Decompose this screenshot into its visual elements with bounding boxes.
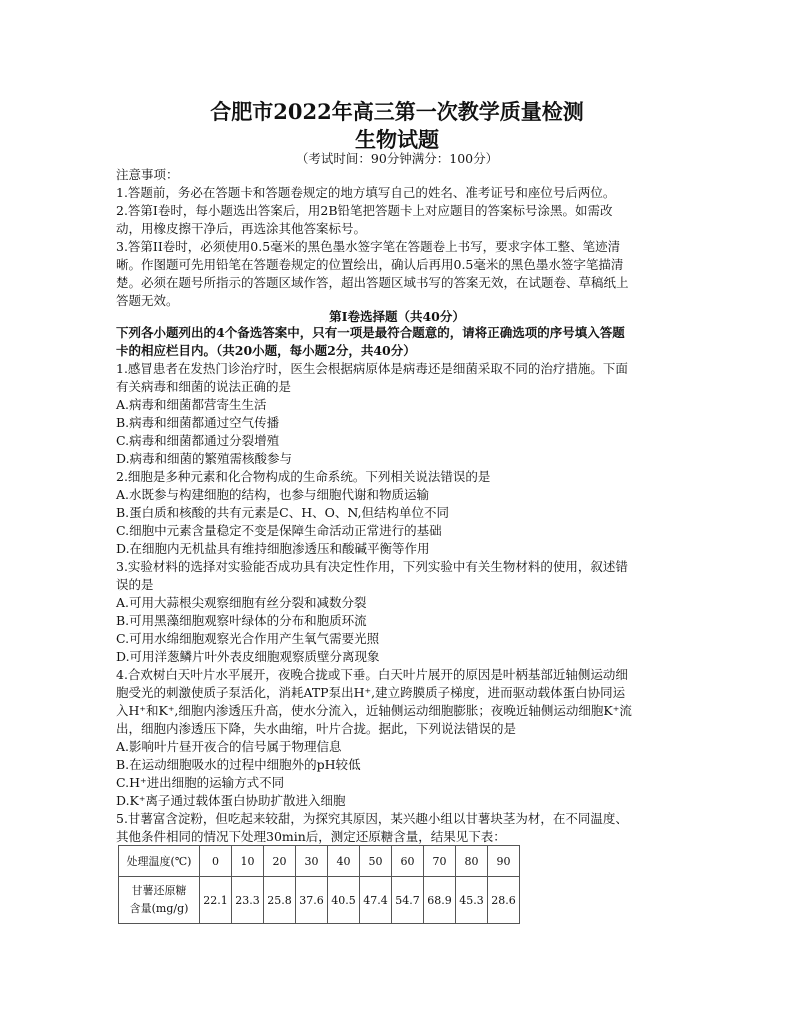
table-cell: 68.9 xyxy=(424,877,456,924)
question-line: 5.甘薯富含淀粉，但吃起来较甜，为探究其原因，某兴趣小组以甘薯块茎为材，在不同温度、 xyxy=(116,811,628,826)
option-line: C.H⁺进出细胞的运输方式不同 xyxy=(116,775,285,790)
option-line: B.可用黑藻细胞观察叶绿体的分布和胞质环流 xyxy=(116,613,367,628)
data-table xyxy=(118,845,520,924)
notice-line: 晰。作图题可先用铅笔在答题卷规定的位置绘出，确认后再用0.5毫米的黑色墨水签字笔描清 xyxy=(116,257,624,272)
table-cell: 40.5 xyxy=(328,877,360,924)
notice-line: 动，用橡皮擦干净后，再选涂其他答案标号。 xyxy=(116,221,367,236)
option-line: B.蛋白质和核酸的共有元素是C、H、O、N,但结构单位不同 xyxy=(116,505,449,520)
table-cell: 20 xyxy=(264,846,296,877)
option-line: D.可用洋葱鳞片叶外表皮细胞观察质壁分离现象 xyxy=(116,649,380,664)
table-cell: 50 xyxy=(360,846,392,877)
question-line: 1.感冒患者在发热门诊治疗时，医生会根据病原体是病毒还是细菌采取不同的治疗措施。下面 xyxy=(116,361,628,376)
option-line: C.细胞中元素含量稳定不变是保障生命活动正常进行的基础 xyxy=(116,523,442,538)
table-cell: 22.1 xyxy=(200,877,232,924)
table-cell: 25.8 xyxy=(264,877,296,924)
exam-info: （考试时间：90分钟满分：100分） xyxy=(295,151,499,166)
table-cell: 90 xyxy=(488,846,520,877)
notice-line: 1.答题前，务必在答题卡和答题卷规定的地方填写自己的姓名、准考证号和座位号后两位。 xyxy=(116,185,616,200)
notice-line: 答题无效。 xyxy=(116,293,179,308)
table-cell: 54.7 xyxy=(392,877,424,924)
table-cell: 23.3 xyxy=(232,877,264,924)
table-header-cell: 处理温度(℃) xyxy=(119,846,200,877)
question-line: 出，细胞内渗透压下降，失水曲缩，叶片合拢。据此，下列说法错误的是 xyxy=(116,721,517,736)
option-line: C.病毒和细菌都通过分裂增殖 xyxy=(116,433,280,448)
table-row xyxy=(119,877,520,924)
question-line: 有关病毒和细菌的说法正确的是 xyxy=(116,379,292,394)
table-header-cell xyxy=(119,877,200,924)
table-cell: 0 xyxy=(200,846,232,877)
question-line: 入H⁺和K⁺,细胞内渗透压升高，使水分流入，近轴侧运动细胞膨胀；夜晚近轴侧运动细胞K⁺流 xyxy=(116,703,632,718)
question-line: 4.合欢树白天叶片水平展开，夜晚合拢或下垂。白天叶片展开的原因是叶柄基部近轴侧运动细 xyxy=(116,667,628,682)
option-line: D.在细胞内无机盐具有维持细胞渗透压和酸碱平衡等作用 xyxy=(116,541,430,556)
table-cell: 80 xyxy=(456,846,488,877)
table-header-line: 含量(mg/g) xyxy=(129,902,189,915)
table-header-line: 甘薯还原糖 xyxy=(131,884,187,897)
option-line: A.水既参与构建细胞的结构，也参与细胞代谢和物质运输 xyxy=(116,487,430,502)
option-line: C.可用水绵细胞观察光合作用产生氧气需要光照 xyxy=(116,631,380,646)
table-cell: 70 xyxy=(424,846,456,877)
option-line: A.影响叶片昼开夜合的信号属于物理信息 xyxy=(116,739,342,754)
section-heading: 第Ⅰ卷选择题（共40分） xyxy=(329,309,465,324)
question-line: 其他条件相同的情况下处理30min后，测定还原糖含量，结果见下表： xyxy=(116,829,506,844)
table-cell: 40 xyxy=(328,846,360,877)
table-cell: 37.6 xyxy=(296,877,328,924)
section-instruction: 卡的相应栏目内。（共20小题，每小题2分，共40分） xyxy=(116,343,416,358)
option-line: A.可用大蒜根尖观察细胞有丝分裂和减数分裂 xyxy=(116,595,367,610)
table-cell: 10 xyxy=(232,846,264,877)
option-line: D.病毒和细菌的繁殖需核酸参与 xyxy=(116,451,293,466)
section-instruction: 下列各小题列出的4个备选答案中，只有一项是最符合题意的，请将正确选项的序号填入答题 xyxy=(116,325,625,340)
question-line: 误的是 xyxy=(116,577,154,592)
table-row xyxy=(119,846,520,877)
exam-subtitle: 生物试题 xyxy=(355,127,439,152)
notice-line: 楚。必须在题号所指示的答题区域作答，超出答题区域书写的答案无效，在试题卷、草稿纸上 xyxy=(116,275,629,290)
table-cell: 30 xyxy=(296,846,328,877)
option-line: B.病毒和细菌都通过空气传播 xyxy=(116,415,280,430)
notice-heading: 注意事项： xyxy=(116,167,179,182)
exam-title: 合肥市2022年高三第一次教学质量检测 xyxy=(210,99,584,124)
question-line: 胞受光的刺激使质子泵活化，消耗ATP泵出H⁺,建立跨膜质子梯度，进而驱动载体蛋白协同运 xyxy=(116,685,626,700)
table-cell: 45.3 xyxy=(456,877,488,924)
question-line: 2.细胞是多种元素和化合物构成的生命系统。下列相关说法错误的是 xyxy=(116,469,491,484)
table-cell: 60 xyxy=(392,846,424,877)
option-line: D.K⁺离子通过载体蛋白协助扩散进入细胞 xyxy=(116,793,346,808)
notice-line: 3.答第II卷时，必须使用0.5毫米的黑色墨水签字笔在答题卷上书写，要求字体工整、笔迹清 xyxy=(116,239,621,254)
table-cell: 47.4 xyxy=(360,877,392,924)
option-line: A.病毒和细菌都营寄生生活 xyxy=(116,397,267,412)
notice-line: 2.答第Ⅰ卷时，每小题选出答案后，用2B铅笔把答题卡上对应题目的答案标号涂黑。如需改 xyxy=(116,203,613,218)
option-line: B.在运动细胞吸水的过程中细胞外的pH较低 xyxy=(116,757,361,772)
question-line: 3.实验材料的选择对实验能否成功具有决定性作用，下列实验中有关生物材料的使用，叙述错 xyxy=(116,559,628,574)
table-cell: 28.6 xyxy=(488,877,520,924)
